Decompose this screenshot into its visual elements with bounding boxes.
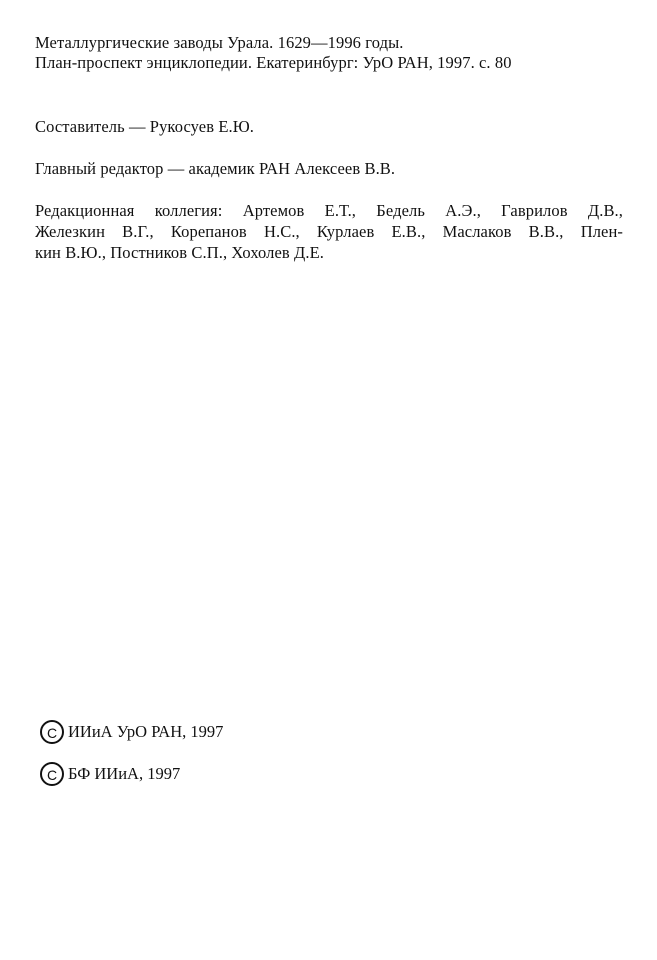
copyright-holder: БФ ИИиА, 1997 xyxy=(68,764,181,783)
editorial-board-line-1: Редакционная коллегия: Артемов Е.Т., Бедель А.Э., Гаврилов Д.В., xyxy=(35,201,623,220)
chief-editor-credit: Главный редактор — академик РАН Алексеев В.В. xyxy=(35,159,396,178)
copyright-icon: C xyxy=(40,762,64,786)
bibliographic-title: Металлургические заводы Урала. 1629—1996 годы. xyxy=(35,33,404,52)
copyright-line-2 xyxy=(40,761,180,787)
editorial-board-line-3: кин В.Ю., Постников С.П., Хохолев Д.Е. xyxy=(35,243,325,262)
compiler-credit: Составитель — Рукосуев Е.Ю. xyxy=(35,117,255,136)
copyright-line-1 xyxy=(40,719,223,745)
editorial-board-line-2: Железкин В.Г., Корепанов Н.С., Курлаев Е.В., Маслаков В.В., Плен- xyxy=(35,222,623,241)
copyright-icon: C xyxy=(40,720,64,744)
copyright-holder: ИИиА УрО РАН, 1997 xyxy=(68,722,224,741)
bibliographic-imprint: План-проспект энциклопедии. Екатеринбург: УрО РАН, 1997. с. 80 xyxy=(35,53,512,72)
